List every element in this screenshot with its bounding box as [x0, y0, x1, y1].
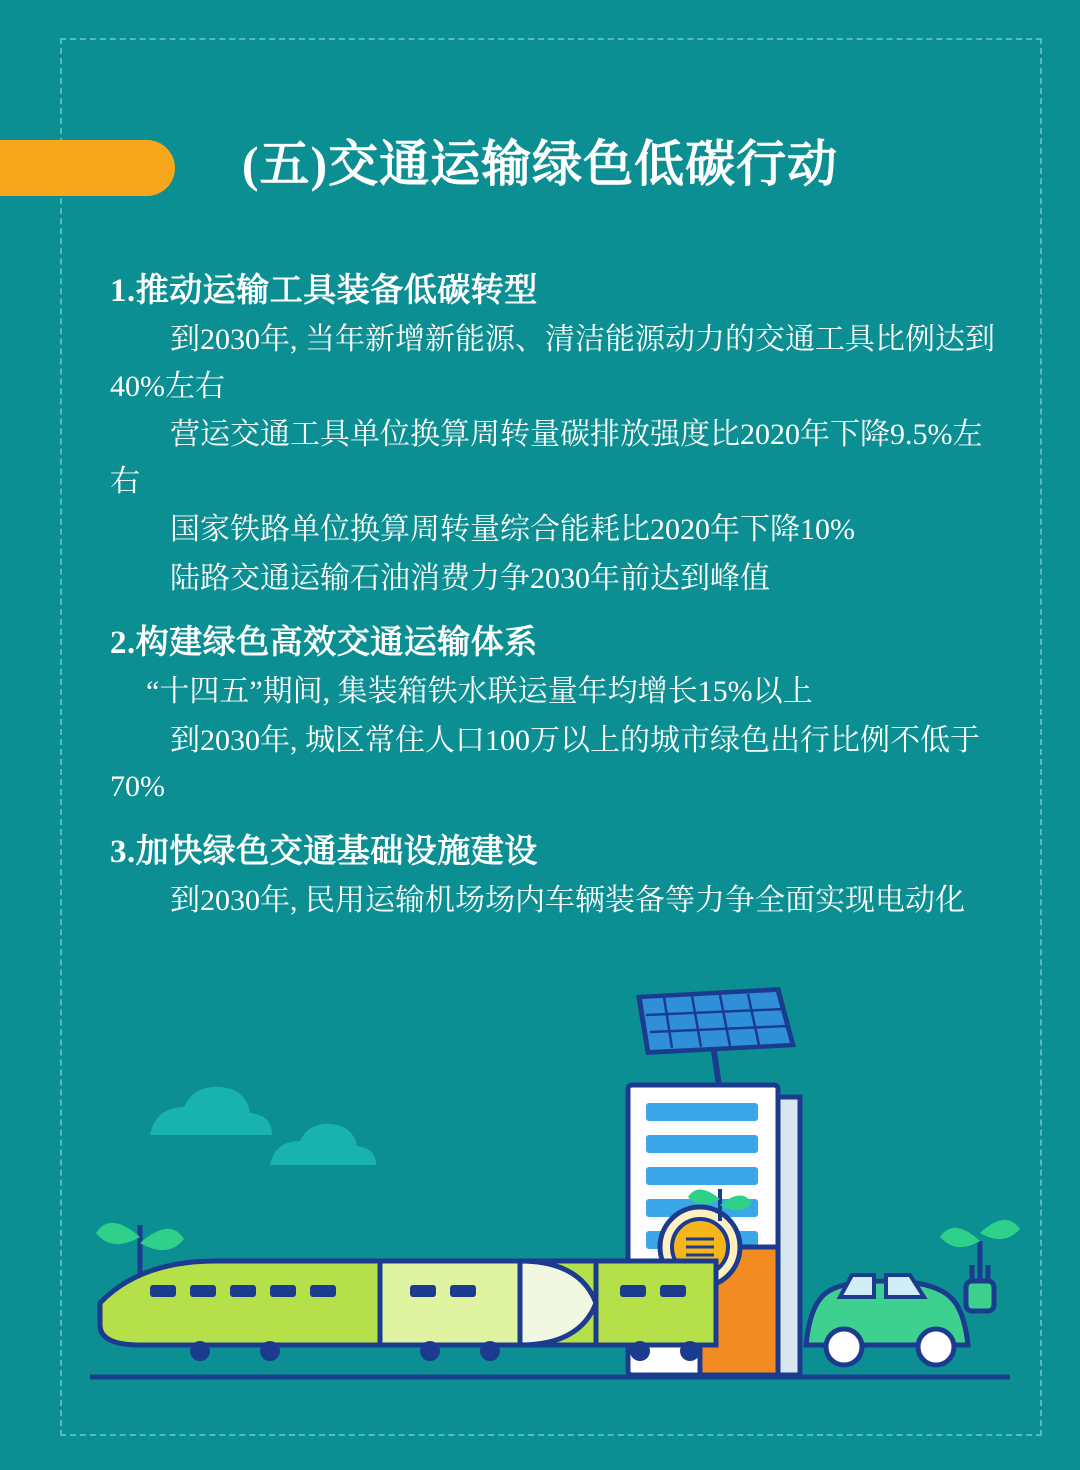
section-heading-1: 1.推动运输工具装备低碳转型 — [110, 273, 538, 309]
high-speed-train-icon — [100, 1261, 716, 1361]
section-1-paragraph-4: 陆路交通运输石油消费力争2030年前达到峰值 — [170, 561, 770, 595]
content-body — [100, 250, 1010, 926]
section-3-paragraph-1: 到2030年, 民用运输机场场内车辆装备等力争全面实现电动化 — [170, 883, 965, 917]
section-2-paragraph-1: “十四五”期间, 集装箱铁水联运量年均增长15%以上 — [146, 675, 813, 708]
section-heading-3: 3.加快绿色交通基础设施建设 — [110, 833, 538, 870]
section-1-paragraph-3: 国家铁路单位换算周转量综合能耗比2020年下降10% — [170, 513, 855, 546]
section-1-paragraph-2: 营运交通工具单位换算周转量碳排放强度比2020年下降9.5%左右 — [110, 418, 983, 498]
green-transport-illustration — [80, 985, 1020, 1415]
cloud-icon — [150, 1087, 376, 1165]
page-title: (五)交通运输绿色低碳行动 — [241, 136, 839, 192]
section-2-paragraph-2: 到2030年, 城区常住人口100万以上的城市绿色出行比例不低于70% — [110, 723, 980, 803]
solar-panel-icon — [636, 987, 796, 1093]
power-plug-icon — [966, 1241, 994, 1311]
section-1-paragraph-1: 到2030年, 当年新增新能源、清洁能源动力的交通工具比例达到40%左右 — [110, 323, 995, 403]
electric-car-icon — [806, 1275, 968, 1365]
section-heading-2: 2.构建绿色高效交通运输体系 — [110, 625, 538, 661]
